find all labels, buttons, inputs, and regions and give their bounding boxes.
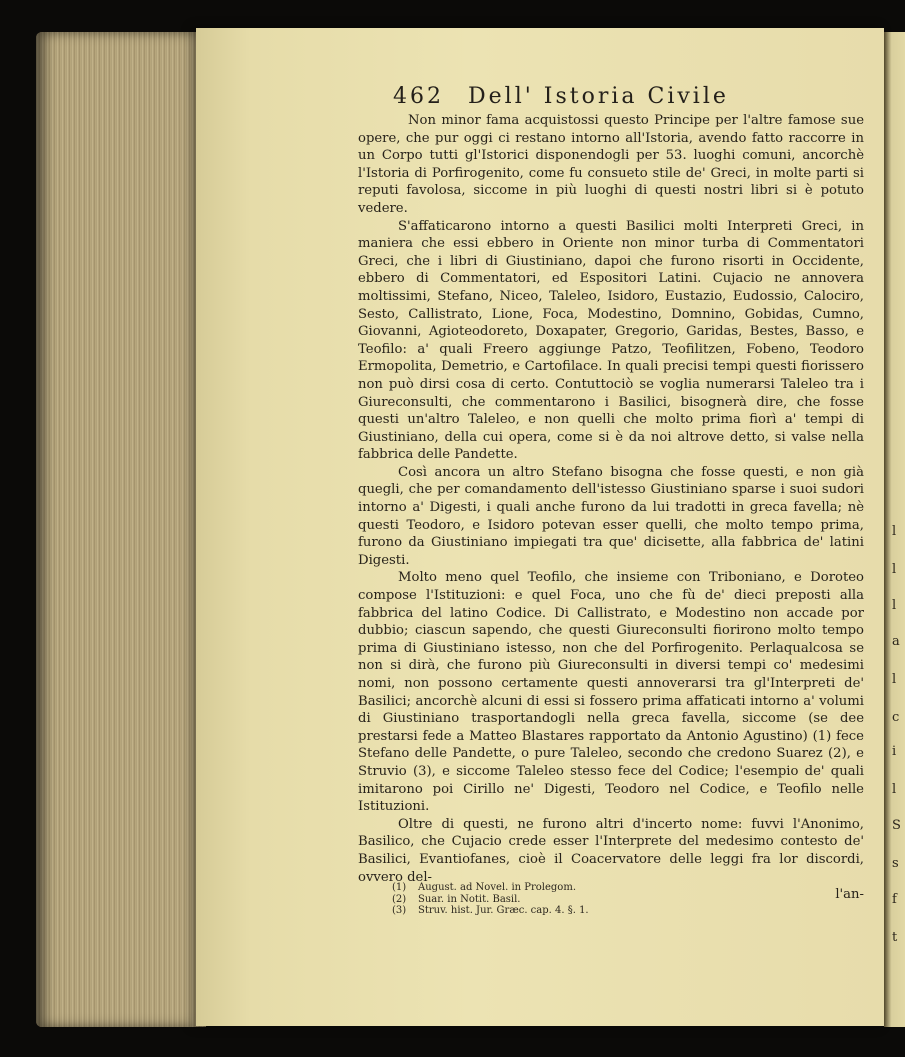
margin-letter: c <box>892 710 900 725</box>
paragraph: Non minor fama acquistossi questo Principe per l'altre famose sue opere, che pur oggi ci restano intorno all'Istoria, avendo fatto raccorre in un Corpo tutti gl'Istorici disponendogli per 53. luoghi comuni, ancorchè l'Istoria di Porfirogenito, come fu consueto stile de' Greci, in molte parti si reputi favolosa, siccome in più luoghi di questi nostri libri si è potuto vedere. <box>358 113 864 216</box>
paragraph: S'affaticarono intorno a questi Basilici molti Interpreti Greci, in maniera che essi ebbero in Oriente non minor turba di Commentatori Greci, che i libri di Giustiniano, dapoi che furono risorti in Occidente, ebbero di Commentatori, ed Espositori Latini. Cujacio ne annovera moltissimi, Stefano, Niceo, Taleleo, Isidoro, Eustazio, Eudossio, Calociro, Sesto, Callistrato, Lione, Foca, Modestino, Domnino, Gobidas, Cumno, Giovanni, Agioteodoreto, Doxapater, Gregorio, Garidas, Bestes, Basso, e Teofilo: a' quali Freero aggiunge Patzo, Teofilitzen, Fobeno, Teodoro Ermopolita, Demetrio, e Cartofilace. In quali precisi tempi questi fiorissero non può dirsi cosa di certo. Contuttociò se voglia numerarsi Taleleo tra i Giureconsulti, che commentarono i Basilici, bisognerà dire, che fosse questi un'altro Taleleo, e non quelli che molto prima fiorì a' tempi di Giustiniano, della cui opera, come si è da noi altrove detto, si valse nella fabbrica delle Pandette. <box>358 218 864 463</box>
margin-letter: s <box>892 856 899 871</box>
footnote-number: (3) <box>392 905 407 916</box>
margin-letter: t <box>892 930 898 945</box>
facing-page-edge <box>884 32 905 1027</box>
catchword: l'an- <box>835 887 864 903</box>
footnote-number: (1) <box>392 882 407 893</box>
margin-letter: l <box>892 598 897 613</box>
paragraph: Molto meno quel Teofilo, che insieme con Triboniano, e Doroteo compose l'Istituzioni: e quel Foca, uno che fù de' dieci preposti alla fabbrica del latino Codice. Di Callistrato, e Modestino non accade por dubbio; ciascun sapendo, che questi Giureconsulti fiorirono molto tempo prima di Giustiniano istesso, non che del Porfirogenito. Perlaqualcosa se non si dirà, che furono più Giureconsulti in diversi tempi co' medesimi nomi, non possono certamente questi annoverarsi tra gl'Interpreti de' Basilici; ancorchè alcuni di essi si fossero prima affaticati intorno a' volumi di Giustiniano trasportandogli nella greca favella, siccome (se dee prestarsi fede a Matteo Blastares rapportato da Antonio Agustino) (1) fece Stefano delle Pandette, o pure Taleleo, secondo che credono Suarez (2), e Struvio (3), e siccome Taleleo stesso fece del Codice; l'esempio de' quali imitarono poi Cirillo ne' Digesti, Teodoro nel Codice, e Teofilo nelle Istituzioni. <box>358 570 864 815</box>
page-header <box>393 84 783 109</box>
footnotes <box>392 882 732 917</box>
footnote-text: Suar. in Notit. Basil. <box>418 893 521 905</box>
footnote <box>392 882 732 894</box>
running-title: Dell' Istoria Civile <box>468 84 729 109</box>
footnote-text: August. ad Novel. in Prolegom. <box>418 882 576 893</box>
body-text <box>358 112 864 904</box>
margin-letter: a <box>892 634 900 649</box>
paragraph: Oltre di questi, ne furono altri d'incerto nome: fuvvi l'Anonimo, Basilico, che Cujacio crede esser l'Interprete del medesimo contesto de' Basilici, Evantiofanes, cioè il Coacervatore delle leggi fra lor discordi, ovvero del- <box>358 816 864 885</box>
margin-letter: l <box>892 562 897 577</box>
footnote-text: Struv. hist. Jur. Græc. cap. 4. §. 1. <box>418 905 589 916</box>
footnote-number: (2) <box>392 893 407 905</box>
footnote <box>392 894 732 906</box>
margin-letter: i <box>892 744 897 759</box>
paragraph: Così ancora un altro Stefano bisogna che fosse questi, e non già quegli, che per comandamento dell'istesso Giustiniano sparse i suoi sudori intorno a' Digesti, i quali anche furono da lui tradotti in greca favella; nè questi Teodoro, e Isidoro potevan esser quelli, che molto tempo prima, furono da Giustiniano impiegati tra que' dicisette, alla fabbrica de' latini Digesti. <box>358 464 864 568</box>
footnote <box>392 905 732 917</box>
margin-letter: f <box>892 892 897 907</box>
margin-letter: S <box>892 818 901 833</box>
page-stack-edge <box>36 32 206 1027</box>
page-number: 462 <box>393 84 444 109</box>
margin-letter: l <box>892 782 897 797</box>
margin-letter: l <box>892 672 897 687</box>
margin-letter: l <box>892 524 897 539</box>
